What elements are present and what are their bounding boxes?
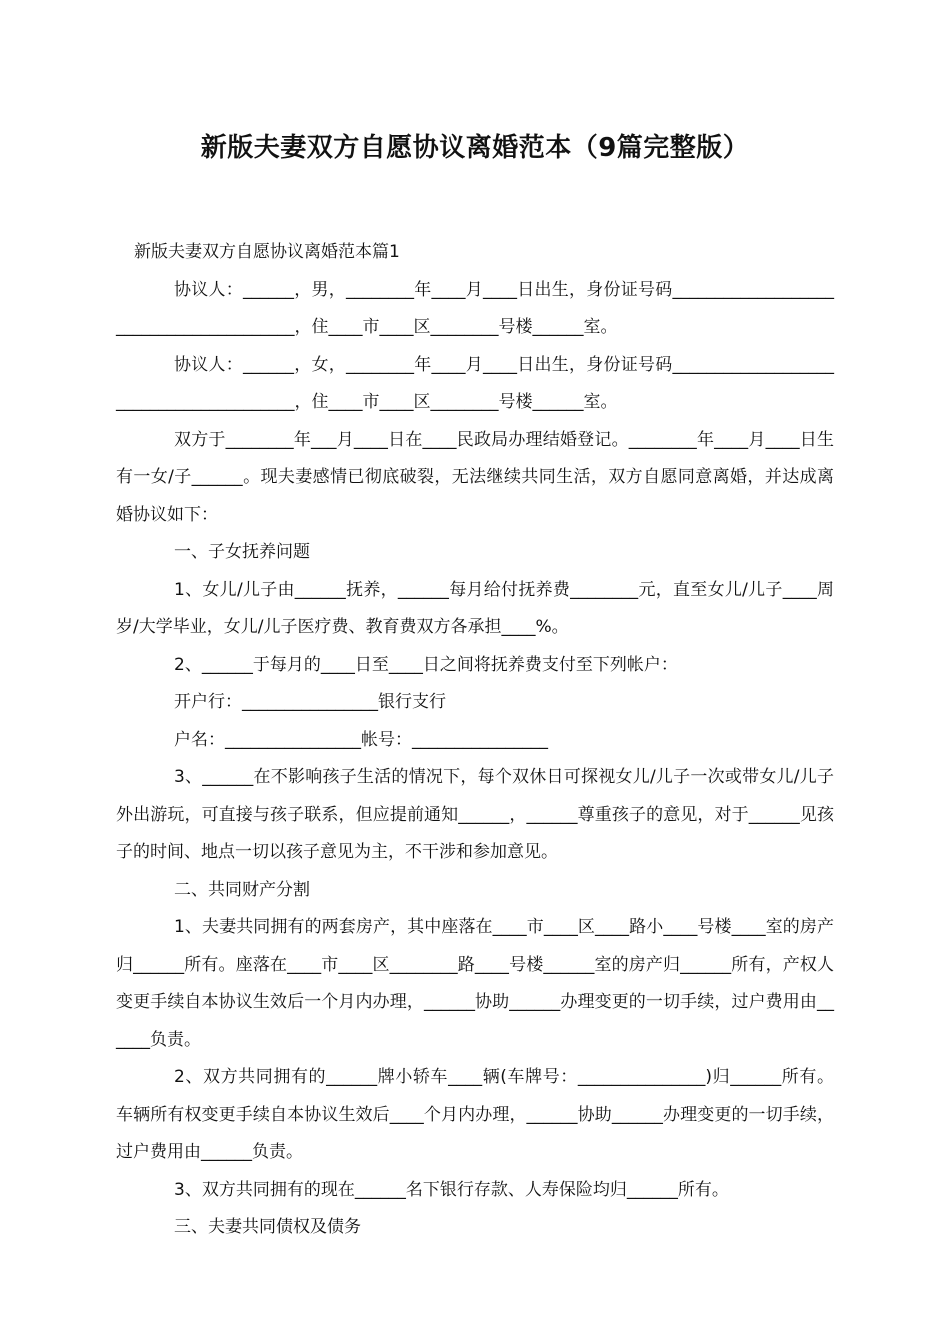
paragraph-custody-1: 1、女儿/儿子由______抚养，______每月给付抚养费________元，直至女儿/儿子____周岁/大学毕业，女儿/儿子医疗费、教育费双方各承担____%。: [116, 579, 834, 637]
paragraph-party-female: 协议人：______，女，________年____月____日出生，身份证号码________________________________________，住____市____区________号楼______室。: [116, 354, 834, 412]
paragraph-bank-branch: 开户行：________________银行支行: [174, 692, 446, 712]
paragraph-custody-3: 3、______在不影响孩子生活的情况下，每个双休日可探视女儿/儿子一次或带女儿/儿子外出游玩，可直接与孩子联系，但应提前通知______，______尊重孩子的意见，对于______见孩子的时间、地点一切以孩子意见为主，不干涉和参加意见。: [116, 767, 834, 862]
section-subtitle: 新版夫妻双方自愿协议离婚范本篇1: [134, 242, 400, 262]
paragraph-custody-2: 2、______于每月的____日至____日之间将抚养费支付至下列帐户：: [174, 654, 678, 675]
heading-child-custody: 一、子女抚养问题: [174, 542, 310, 562]
heading-debts: 三、夫妻共同债权及债务: [174, 1217, 361, 1237]
paragraph-property-2: 2、双方共同拥有的______牌小轿车____辆(车牌号：_______________)归______所有。车辆所有权变更手续自本协议生效后____个月内办理，______协助______办理变更的一切手续，过户费用由______负责。: [116, 1067, 834, 1162]
paragraph-account-info: 户名：________________帐号：________________: [174, 729, 548, 750]
paragraph-property-3: 3、双方共同拥有的现在______名下银行存款、人寿保险均归______所有。: [174, 1179, 729, 1200]
paragraph-marriage-info: 双方于________年___月____日在____民政局办理结婚登记。________年____月____日生有一女/子______。现夫妻感情已彻底破裂，无法继续共同生活，双方自愿同意离婚，并达成离婚协议如下：: [116, 429, 834, 525]
paragraph-property-1: 1、夫妻共同拥有的两套房产，其中座落在____市____区____路小____号楼____室的房产归______所有。座落在____市____区________路____号楼______室的房产归______所有，产权人变更手续自本协议生效后一个月内办理，______协助______办理变更的一切手续，过户费用由______负责。: [116, 917, 834, 1050]
document-title: 新版夫妻双方自愿协议离婚范本（9篇完整版）: [200, 133, 750, 163]
heading-property-division: 二、共同财产分割: [174, 879, 310, 900]
paragraph-party-male: 协议人：______，男，________年____月____日出生，身份证号码________________________________________，住____市____区________号楼______室。: [116, 279, 834, 337]
